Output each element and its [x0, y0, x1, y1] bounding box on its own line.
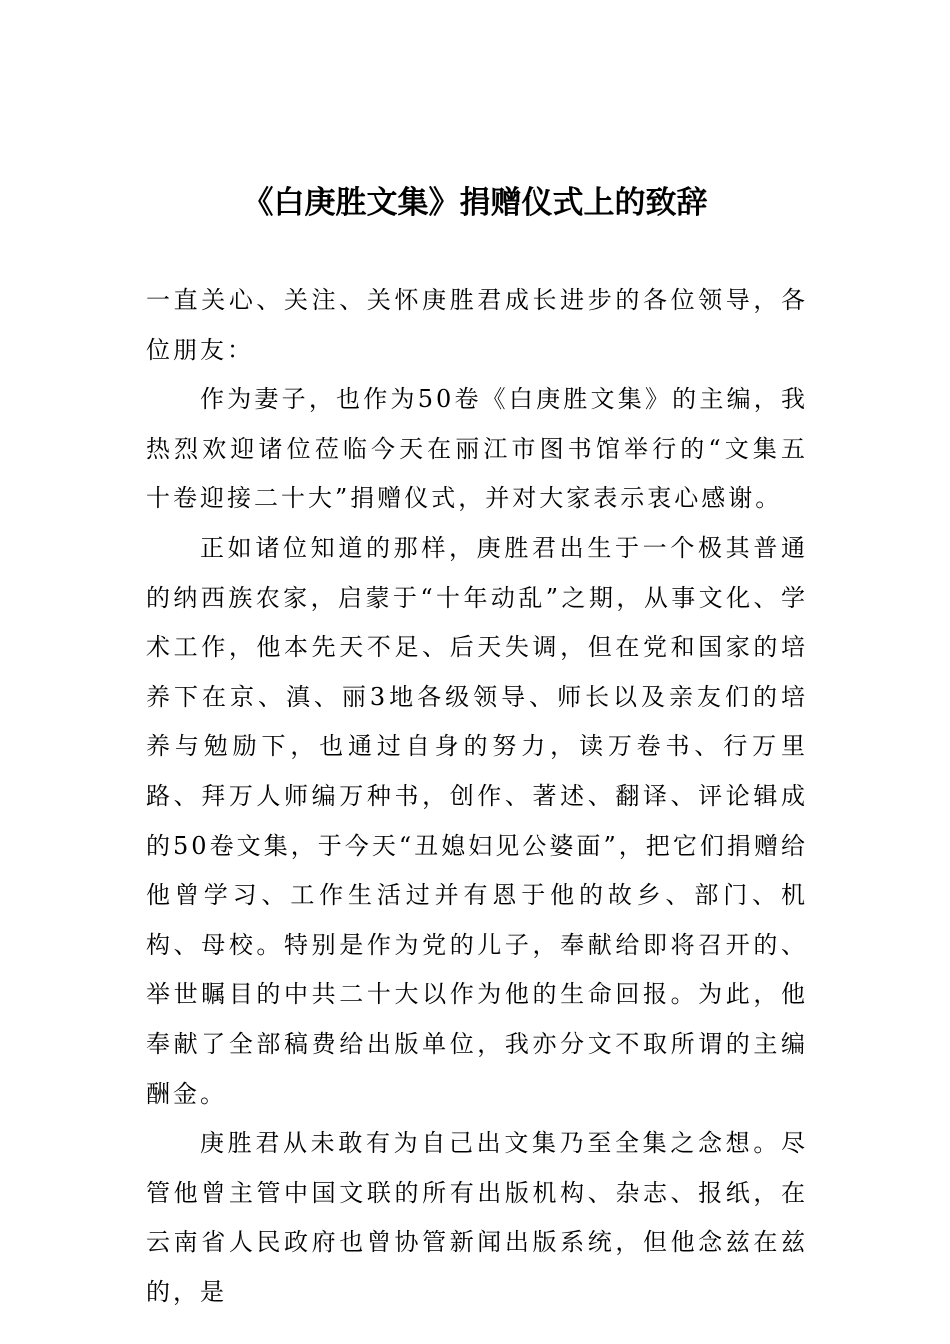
body-paragraph: 正如诸位知道的那样，庚胜君出生于一个极其普通的纳西族农家，启蒙于“十年动乱”之期，从事文化、学术工作，他本先天不足、后天失调，但在党和国家的培养下在京、滇、丽3地各级领导、师长以及亲友们的培养与勉励下，也通过自身的努力，读万卷书、行万里路、拜万人师编万种书，创作、著述、翻译、评论辑成的50卷文集，于今天“丑媳妇见公婆面”，把它们捐赠给他曾学习、工作生活过并有恩于他的故乡、部门、机构、母校。特别是作为党的儿子，奉献给即将召开的、举世瞩目的中共二十大以作为他的生命回报。为此，他奉献了全部稿费给出版单位，我亦分文不取所谓的主编酬金。 — [146, 533, 808, 1108]
salutation-paragraph: 一直关心、关注、关怀庚胜君成长进步的各位领导，各位朋友： — [146, 286, 808, 364]
document-title: 《白庚胜文集》捐赠仪式上的致辞 — [242, 185, 708, 221]
document-body — [146, 276, 808, 1317]
body-paragraph: 作为妻子，也作为50卷《白庚胜文集》的主编，我热烈欢迎诸位莅临今天在丽江市图书馆举行的“文集五十卷迎接二十大”捐赠仪式，并对大家表示衷心感谢。 — [146, 385, 808, 513]
body-paragraph: 庚胜君从未敢有为自己出文集乃至全集之念想。尽管他曾主管中国文联的所有出版机构、杂志、报纸，在云南省人民政府也曾协管新闻出版系统，但他念兹在兹的，是 — [146, 1129, 808, 1306]
